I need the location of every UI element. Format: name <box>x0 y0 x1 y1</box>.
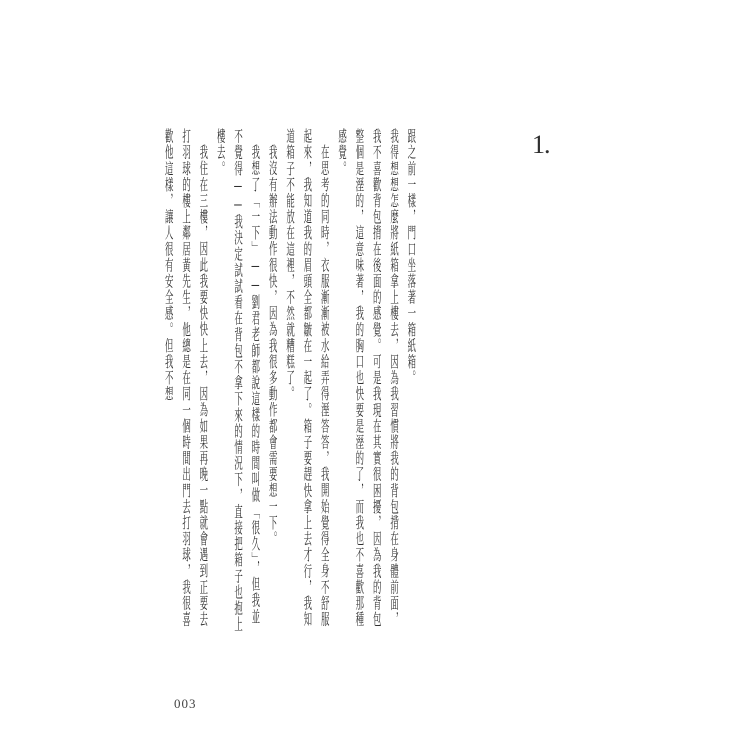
body-text <box>160 128 420 638</box>
paragraph-4: 我沒有辦法動作很快，因為我很多動作都會需要想一下。 <box>267 143 278 546</box>
paragraph-6: 我住在三樓，因此我要快快上去，因為如果再晚一點就會遇到正要去打羽球的樓上鄰居黃先生，他總是在同一個時間出門去打羽球，我很喜歡他這樣，讓人很有安全感。但我不想 <box>163 128 209 628</box>
paragraph-2: 我得想想怎麼將紙箱拿上樓去，因為我習慣將我的背包揹在身體前面，我不喜歡背包揹在後面的感覺。可是我現在其實很困擾，因為我的背包整個是溼的，這意味著，我的胸口也快要是溼的了，而我也不喜歡那種感覺。 <box>337 128 399 628</box>
chapter-number: 1. <box>532 130 550 159</box>
page-number: 003 <box>174 696 197 711</box>
paragraph-1: 跟之前一樣，門口坐落著一箱紙箱。 <box>406 128 417 386</box>
paragraph-5: 我想了「一下」——劉君老師都說這樣的時間叫做「很久」，但我並不覺得——我決定試試看在背包不拿下來的情況下，直接把箱子也抱上樓去。 <box>215 128 261 633</box>
paragraph-3: 在思考的同時，衣服漸漸被水給弄得溼答答，我開始覺得全身不舒服起來，我知道我的眉頭全都皺在一起了。箱子要趕快拿上去才行，我知道箱子不能放在這裡，不然就糟糕了。 <box>285 128 330 628</box>
